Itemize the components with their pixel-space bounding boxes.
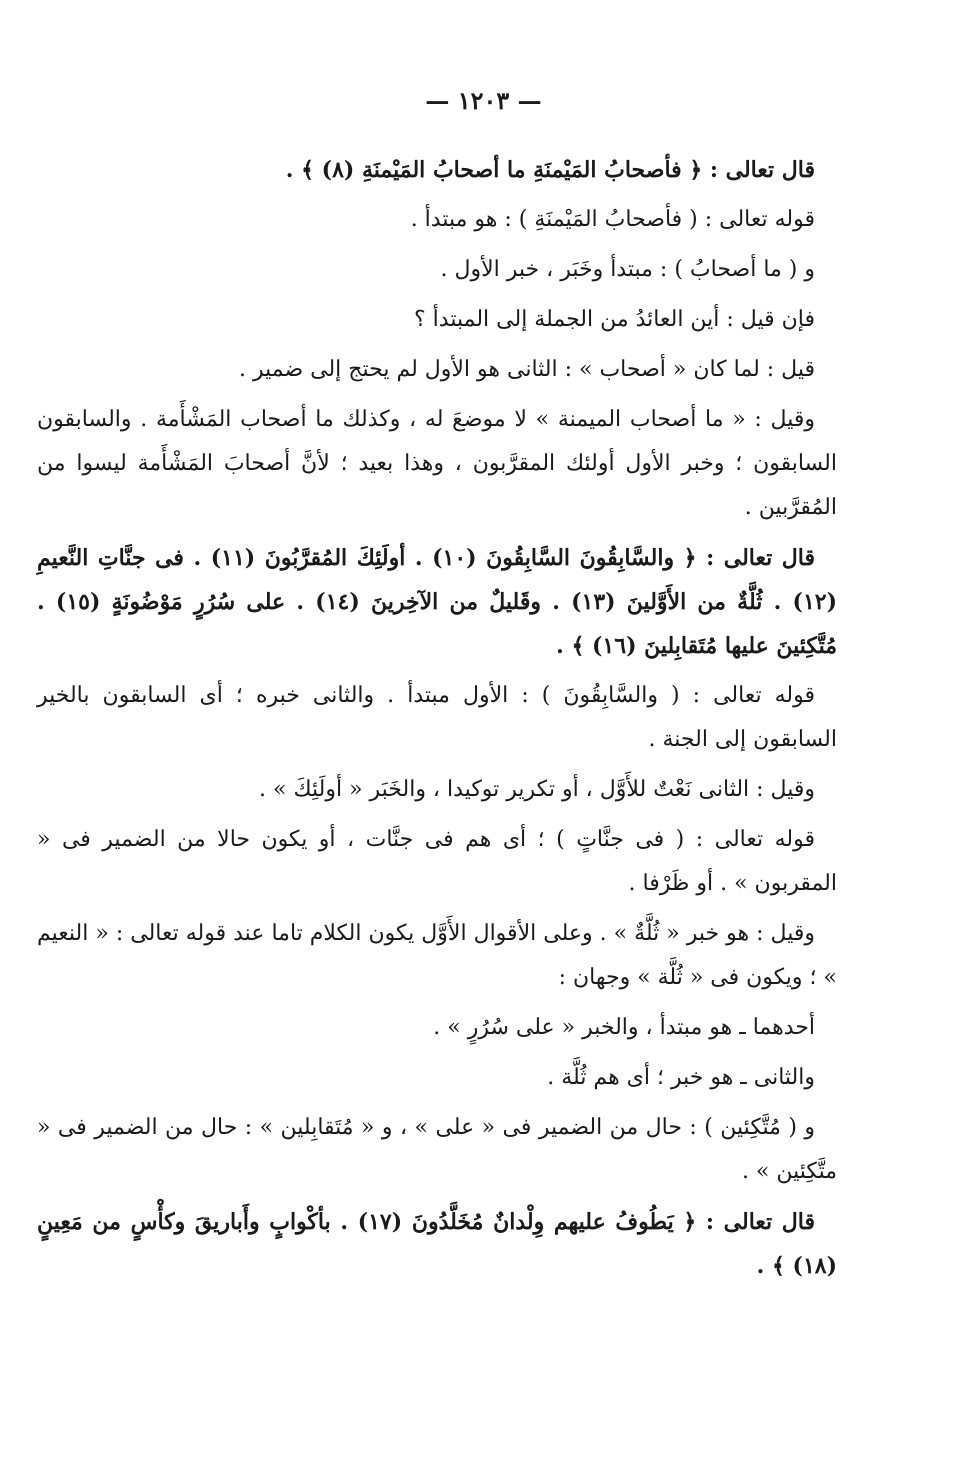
paragraph: و ( مُتَّكِئين ) : حال من الضمير فى « على » ، و « مُتَقابِلين » : حال من الضمير فى « متَّكِئين » . bbox=[37, 1115, 837, 1184]
ayah-17-18: قال تعالى : ﴿ يَطُوفُ عليهم وِلْدانٌ مُخَلَّدُونَ (١٧) . بأكْوابٍ وأَباريقَ وكأْسٍ من مَعِينٍ (١٨) ﴾ . bbox=[37, 1209, 837, 1279]
page-body bbox=[37, 148, 837, 1294]
sub-point-2: والثانى ـ هو خبر ؛ أى هم ثُلَّة . bbox=[547, 1065, 815, 1090]
paragraph: وقيل : الثانى نَعْتٌ للأَوَّل ، أو تكرير توكيدا ، والخَبَر « أولَئِكَ » . bbox=[259, 777, 815, 802]
paragraph: قوله تعالى : ( والسَّابِقُونَ ) : الأول مبتدأ . والثانى خبره ؛ أى السابقون بالخير السابقون إلى الجنة . bbox=[37, 683, 837, 752]
paragraph: فإن قيل : أين العائدُ من الجملة إلى المبتدأ ؟ bbox=[414, 307, 815, 332]
paragraph: و ( ما أصحابُ ) : مبتدأ وخَبَر ، خبر الأول . bbox=[440, 257, 815, 282]
page-number: — ١٢٠٣ — bbox=[425, 86, 542, 115]
paragraph: قوله تعالى : ( فأصحابُ المَيْمنَةِ ) : هو مبتدأ . bbox=[410, 207, 815, 232]
ayah-10-16: قال تعالى : ﴿ والسَّابِقُونَ السَّابِقُونَ (١٠) . أولَئِكَ المُقرَّبُونَ (١١) . فى جنَّاتِ النَّعيمِ (١٢) . ثُلَّةٌ من الأَوَّلينَ (١٣) . وقَليلٌ من الآخِرينَ (١٤) . على سُرُرٍ مَوْضُونَةٍ (١٥) . مُتَّكِئينَ عليها مُتَقابِلينَ (١٦) ﴾ . bbox=[37, 545, 837, 659]
paragraph: قوله تعالى : ( فى جنَّاتٍ ) ؛ أى هم فى جنَّات ، أو يكون حالا من الضمير فى « المقربون » . أو ظَرْفا . bbox=[37, 827, 837, 896]
paragraph: قيل : لما كان « أصحاب » : الثانى هو الأول لم يحتج إلى ضمير . bbox=[238, 357, 815, 382]
ayah-8: قال تعالى : ﴿ فأصحابُ المَيْمنَةِ ما أصحابُ المَيْمنَةِ (٨) ﴾ . bbox=[285, 157, 815, 183]
paragraph: وقيل : « ما أصحاب الميمنة » لا موضعَ له ، وكذلك ما أصحاب المَشْأَمة . والسابقون السابقون ؛ وخبر الأول أولئك المقرَّبون ، وهذا بعيد ؛ لأنَّ أصحابَ المَشْأَمة ليسوا من المُقرَّبين . bbox=[37, 407, 837, 520]
paragraph: وقيل : هو خبر « ثُلَّةٌ » . وعلى الأقوال الأَوَّل يكون الكلام تاما عند قوله تعالى : « النعيم » ؛ ويكون فى « ثُلَّة » وجهان : bbox=[37, 921, 837, 990]
sub-point-1: أحدهما ـ هو مبتدأ ، والخبر « على سُرُرٍ » . bbox=[433, 1015, 815, 1040]
